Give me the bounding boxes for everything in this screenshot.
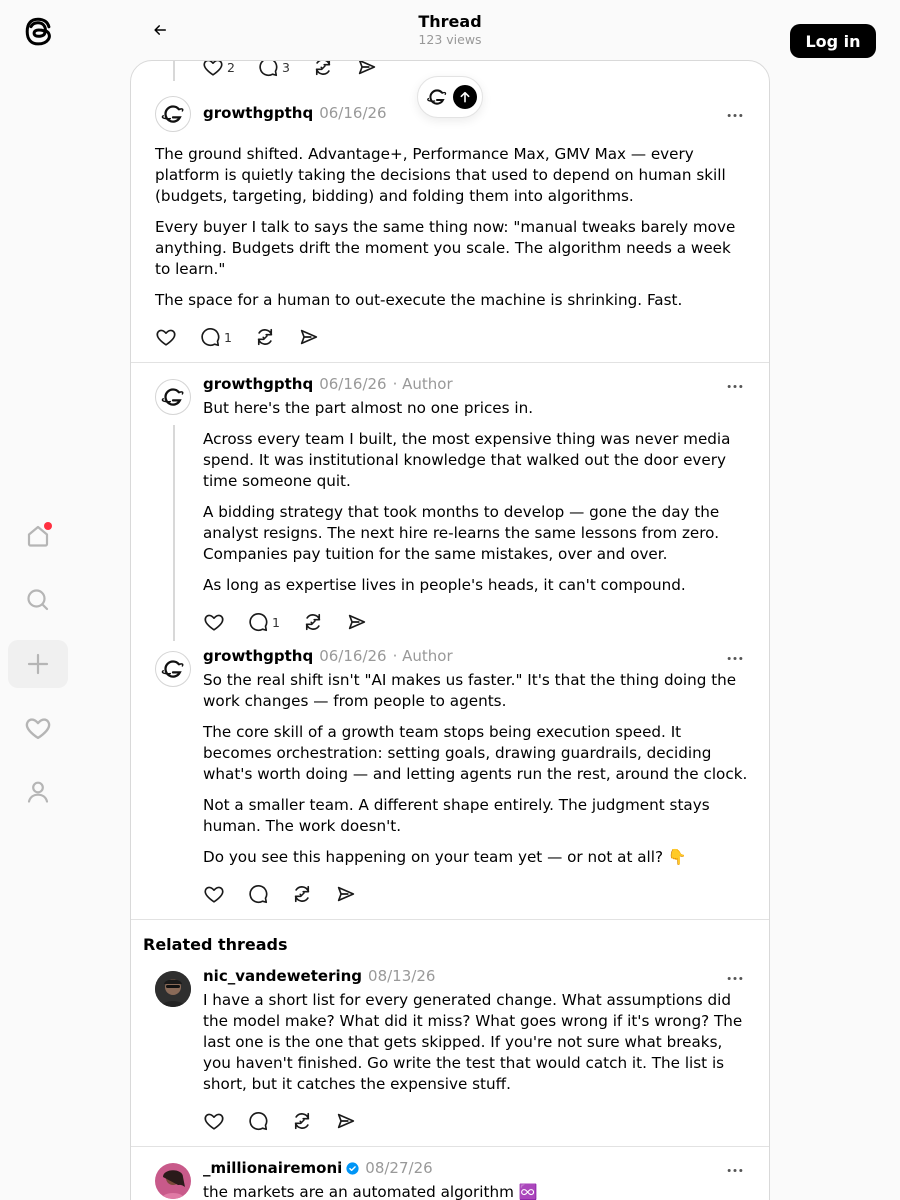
login-button[interactable]: Log in [790, 24, 876, 58]
post-paragraph: Across every team I built, the most expensive thing was never media spend. It was institutional knowledge that walked out the door every time someone quit. [203, 430, 731, 490]
post-paragraph: Do you see this happening on your team yet — or not at all? 👇 [203, 848, 687, 866]
thread-line [173, 61, 175, 81]
post-actions [203, 882, 379, 906]
profile-icon [24, 778, 52, 806]
more-options-button[interactable] [723, 650, 747, 666]
post-date[interactable]: 06/16/26 [319, 647, 387, 665]
more-options-button[interactable] [723, 107, 747, 123]
post-date[interactable]: 08/13/26 [368, 967, 436, 985]
share-icon [356, 60, 378, 78]
more-icon [725, 383, 745, 390]
more-icon [725, 975, 745, 982]
plus-icon [24, 650, 52, 678]
post-paragraph: A bidding strategy that took months to develop — gone the day the analyst resigns. The next hire re-learns the same lessons from zero. Companies pay tuition for the same mistakes, over and over. [203, 503, 720, 563]
repost-button[interactable] [291, 1109, 313, 1133]
post-paragraph: But here's the part almost no one prices in. [203, 399, 534, 417]
like-button[interactable] [155, 325, 177, 349]
reply-button[interactable] [257, 60, 290, 79]
page-title: Thread [418, 12, 482, 31]
heart-icon [203, 611, 225, 633]
like-count: 2 [227, 60, 235, 75]
heart-icon [202, 60, 224, 78]
post-paragraph: the markets are an automated algorithm ♾️ [203, 1183, 538, 1200]
author-badge: · Author [392, 647, 453, 665]
reply-button[interactable] [199, 325, 232, 349]
reply-button[interactable] [247, 610, 280, 634]
share-icon [298, 326, 320, 348]
reply-count: 1 [224, 329, 232, 345]
view-count: 123 views [418, 32, 482, 47]
repost-icon [312, 60, 334, 78]
post-paragraph: The ground shifted. Advantage+, Performance Max, GMV Max — every platform is quietly taking the decisions that used to depend on human skill (budgets, targeting, bidding) and folding them into algorithms. [155, 145, 726, 205]
post-paragraph: The core skill of a growth team stops being execution speed. It becomes orchestration: setting goals, drawing guardrails, deciding what's worth doing — and letting agents run the rest, around the clock. [203, 723, 748, 783]
post-meta [203, 104, 387, 122]
comment-icon [247, 1110, 269, 1132]
avatar[interactable] [155, 971, 191, 1007]
avatar[interactable] [155, 1163, 191, 1199]
like-button[interactable] [203, 610, 225, 634]
growthgpt-logo-icon [157, 653, 189, 685]
heart-icon [203, 883, 225, 905]
user-photo-icon [155, 1163, 191, 1199]
related-threads-title: Related threads [143, 935, 288, 954]
reply-button[interactable] [247, 1109, 269, 1133]
nav-profile-button[interactable] [8, 768, 68, 816]
post-paragraph: Not a smaller team. A different shape entirely. The judgment stays human. The work doesn't. [203, 796, 710, 835]
like-button[interactable] [203, 882, 225, 906]
post-date[interactable]: 06/16/26 [319, 104, 387, 122]
more-options-button[interactable] [723, 970, 747, 986]
share-button[interactable] [356, 60, 378, 79]
repost-icon [291, 1110, 313, 1132]
divider [131, 362, 770, 363]
post-paragraph: The space for a human to out-execute the machine is shrinking. Fast. [155, 291, 683, 309]
nav-home-button[interactable] [8, 512, 68, 560]
post-meta [203, 375, 453, 393]
reply-button[interactable] [247, 882, 269, 906]
post-meta [203, 647, 453, 665]
post-date[interactable]: 06/16/26 [319, 375, 387, 393]
verified-badge-icon [346, 1162, 359, 1175]
thread-card [130, 60, 770, 1200]
share-button[interactable] [346, 610, 368, 634]
share-button[interactable] [298, 325, 320, 349]
notification-dot [44, 522, 52, 530]
more-options-button[interactable] [723, 378, 747, 394]
heart-icon [24, 714, 52, 742]
post-meta [203, 967, 435, 985]
thread-line [173, 425, 175, 641]
share-icon [335, 883, 357, 905]
heart-icon [203, 1110, 225, 1132]
comment-icon [247, 611, 269, 633]
arrow-left-icon [151, 21, 169, 39]
back-button[interactable] [148, 18, 172, 42]
nav-search-button[interactable] [8, 576, 68, 624]
post-meta [203, 1159, 433, 1177]
user-photo-icon [155, 971, 191, 1007]
more-icon [725, 112, 745, 119]
post-actions [203, 610, 390, 634]
username[interactable]: growthgpthq [203, 375, 314, 393]
comment-icon [257, 60, 279, 78]
share-icon [335, 1110, 357, 1132]
author-badge: · Author [392, 375, 453, 393]
reply-count: 1 [272, 614, 280, 630]
more-options-button[interactable] [723, 1162, 747, 1178]
repost-icon [291, 883, 313, 905]
growthgpt-logo-icon [157, 98, 189, 130]
growthgpt-logo-icon [157, 381, 189, 413]
repost-button[interactable] [312, 60, 334, 79]
repost-icon [254, 326, 276, 348]
username[interactable]: growthgpthq [203, 647, 314, 665]
search-icon [24, 586, 52, 614]
more-icon [725, 655, 745, 662]
comment-icon [199, 326, 221, 348]
username[interactable]: growthgpthq [203, 104, 314, 122]
share-icon [346, 611, 368, 633]
more-icon [725, 1167, 745, 1174]
post-paragraph: So the real shift isn't "AI makes us faster." It's that the thing doing the work changes — from people to agents. [203, 671, 737, 710]
post-paragraph: I have a short list for every generated change. What assumptions did the model make? What did it miss? What goes wrong if it's wrong? The last one is the one that gets skipped. If you're not sure what breaks, you haven't finished. Go write the test that would catch it. The list is short, but it catches the expensive stuff. [203, 991, 743, 1093]
avatar[interactable] [155, 96, 191, 132]
heart-icon [155, 326, 177, 348]
growthgpt-logo-icon [423, 83, 451, 111]
username[interactable]: _millionairemoni [203, 1159, 343, 1177]
post-date[interactable]: 08/27/26 [365, 1159, 433, 1177]
left-rail [0, 0, 76, 1200]
avatar[interactable] [155, 651, 191, 687]
repost-icon [302, 611, 324, 633]
share-button[interactable] [335, 882, 357, 906]
reply-count: 3 [281, 60, 290, 75]
repost-button[interactable] [291, 882, 313, 906]
post-actions [155, 325, 342, 349]
nav-activity-button[interactable] [8, 704, 68, 752]
share-button[interactable] [335, 1109, 357, 1133]
like-button[interactable] [202, 60, 235, 79]
post-paragraph: Every buyer I talk to says the same thing now: "manual tweaks barely move anything. Budgets drift the moment you scale. The algorithm needs a week to learn." [155, 218, 736, 278]
username[interactable]: nic_vandewetering [203, 967, 363, 985]
like-button[interactable] [203, 1109, 225, 1133]
avatar[interactable] [155, 379, 191, 415]
divider [131, 919, 770, 920]
post-paragraph: As long as expertise lives in people's heads, it can't compound. [203, 576, 686, 594]
threads-logo-icon[interactable] [20, 14, 56, 50]
post-actions [203, 1109, 379, 1133]
prev-post-actions [202, 60, 400, 79]
arrow-up-icon [453, 85, 477, 109]
repost-button[interactable] [254, 325, 276, 349]
divider [131, 1146, 770, 1147]
nav-create-button[interactable] [8, 640, 68, 688]
comment-icon [247, 883, 269, 905]
scroll-to-top-pill[interactable] [417, 76, 483, 118]
repost-button[interactable] [302, 610, 324, 634]
